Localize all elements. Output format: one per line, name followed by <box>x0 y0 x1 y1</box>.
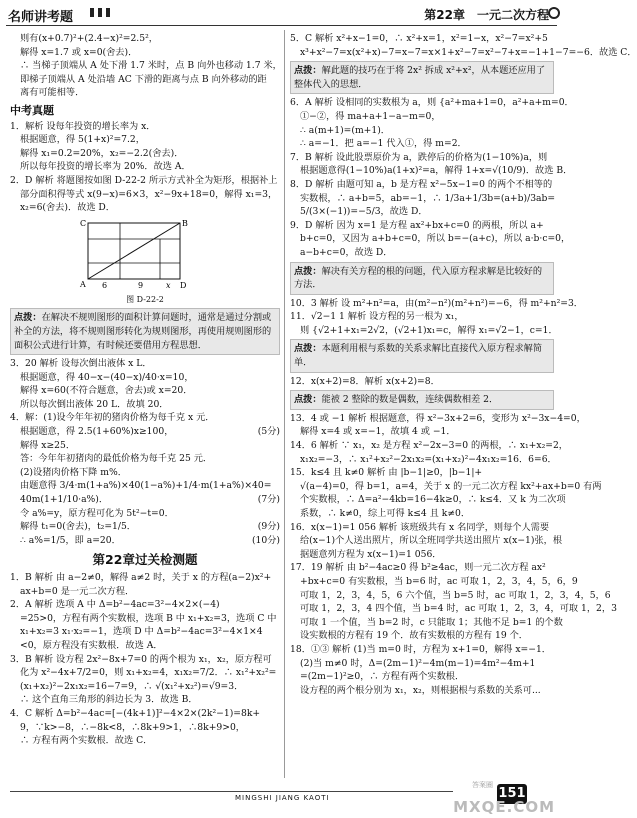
tip-label: 点拨： <box>14 312 42 324</box>
watermark-top: 答案圈 <box>472 781 493 789</box>
tip-label: 点拨： <box>294 394 322 406</box>
section-heading: 中考真题 <box>10 103 54 117</box>
text-line: 解得 x=4 或 x=−1，故填 4 或 −1． <box>300 426 456 438</box>
figure-caption: 图 D-22-2 <box>126 294 164 304</box>
text-line: 解得 x=1.7 或 x=0(舍去)． <box>20 46 138 58</box>
text-line: 则有(x+0.7)²+(2.4−x)²=2.5²， <box>20 33 158 44</box>
column-divider <box>284 30 285 778</box>
tip-box <box>290 61 554 94</box>
text-line: 13．4 或 −1 解析 根据题意，得 x²−3x+2=6，变形为 x²−3x−4=0， <box>290 412 586 424</box>
right-column <box>290 32 637 697</box>
text-line: 40m(1+1/10·a%)． (7分) <box>20 494 280 506</box>
text-line: 10．3 解析 设 m²+n²=a，由(m²−n²)(m²+n²)=−6，得 m²+n²=3． <box>290 297 583 309</box>
tip-text: 解决有关方程的根的问题，代入原方程求解是比较好的方法． <box>294 265 543 291</box>
tip-label: 点拨： <box>294 265 322 277</box>
text-line: 4．解：(1)设今年年初的猪肉价格为每千克 x 元． <box>10 412 215 424</box>
text-line: 根据题意，得 5(1+x)²=7.2， <box>20 134 145 146</box>
chapter-title: 第22章 一元二次方程 <box>424 8 549 22</box>
text-line: 根据题意，得 2.5(1+60%)x≥100， (5分) <box>20 426 280 438</box>
fig-label-x: x <box>166 280 171 290</box>
text-line: 12．x(x+2)=8．解析 x(x+2)=8． <box>290 375 440 387</box>
score-mark: (5分) <box>257 426 280 438</box>
text-line: (x₁+x₂)²−2x₁x₂=16−7=9，∴ √(x₁²+x₂²)=√9=3． <box>20 680 244 692</box>
page-header <box>0 0 563 30</box>
brand-title: 名师讲考题 <box>8 10 74 25</box>
text-line: 可取 1，2，3，4，5，6 六个值，当 b=5 时，ac 可取 1，2，3，4，5，6 <box>300 589 611 601</box>
fig-label-9: 9 <box>138 280 144 290</box>
fig-label-c: C <box>80 218 87 228</box>
fig-label-b: B <box>182 218 188 228</box>
text-line: 4．C 解析 Δ=b²−4ac=[−(4k+1)]²−4×2×(2k²−1)=8k+ <box>10 707 261 719</box>
text-line: 根据题意，得 40−x−(40−x)/40·x=10， <box>20 371 194 383</box>
text-line: 18．①③ 解析 (1)当 m=0 时，方程为 x+1=0，解得 x=−1． <box>290 643 551 655</box>
text-line: 9，∵k>−8，∴−8k<8，∴8k+9>1，∴8k+9>0， <box>20 721 245 733</box>
header-rule <box>6 25 557 26</box>
tip-box <box>290 390 554 410</box>
footer-rule <box>10 791 453 792</box>
brand-decoration <box>90 8 110 17</box>
text-line: 17．19 解析 由 b²−4ac≥0 得 b²≥4ac，则一元二次方程 ax² <box>290 562 546 574</box>
score-mark: (10分) <box>251 534 280 546</box>
text-line: 5/(3×(−1))=−5/3，故选 D． <box>300 206 428 218</box>
text-line: 2．A 解析 选项 A 中 Δ=b²−4ac=3²−4×2×(−4) <box>10 599 220 611</box>
text-line: 解得 x=60(不符合题意，舍去)或 x=20． <box>20 385 193 397</box>
text-line: 可取 1 一个值，当 b=2 时，c 只能取 1；其他不足 b=1 的个数 <box>300 616 563 628</box>
text-line: 所以每年投资的增长率为 20%．故选 A． <box>20 161 191 173</box>
footer-brand: MINGSHI JIANG KAOTI <box>235 794 330 802</box>
text-line: 实数根，∴ a+b=5，ab=−1，∴ 1/3a+1/3b=(a+b)/3ab= <box>300 192 556 204</box>
text-line: a−b+c=0，故选 D． <box>300 246 393 258</box>
tip-text: 能被 2 整除的数是偶数，连续偶数相差 2． <box>321 394 499 406</box>
text-line: x₁x₂=−3，∴ x₁²+x₂²−2x₁x₂=(x₁+x₂)²−4x₁x₂=16．6=6． <box>300 453 557 465</box>
text-line: b+c=0，又因为 a+b+c=0，所以 b=−(a+c)，所以 a·b·c=0， <box>300 233 571 245</box>
tip-box <box>290 339 554 372</box>
text-line: 6．A 解析 设相同的实数根为 a，则 {a²+ma+1=0，a²+a+m=0． <box>290 97 574 109</box>
text-line: 3．B 解析 设方程 2x²−8x+7=0 的两个根为 x₁，x₂，原方程可 <box>10 653 272 665</box>
text-line: x³+x²−7=x(x²+x)−7=x−7=x×1+x²−7=x²−7+x=−1+1−7=−6．故选 C． <box>300 46 637 58</box>
text-line: 根据题意得(1−10%)a(1+x)²=a，解得 1+x=√(10/9)．故选 B． <box>300 165 573 177</box>
text-line: (2)设猪肉价格下降 m%． <box>20 466 127 478</box>
tip-box <box>290 262 554 295</box>
text-line: 11．√2−1 1 解析 设方程的另一根为 x₁， <box>290 311 464 323</box>
text-line: +bx+c=0 有实数根，当 b=6 时，ac 可取 1，2，3，4，5，6，9 <box>300 575 578 587</box>
text-line: 7．B 解析 设此股票原价为 a，跌停后的价格为(1−10%)a，则 <box>290 151 548 163</box>
text-line: ∴ a=−1．把 a=−1 代入①，得 m=2． <box>300 138 467 150</box>
text-line: ∴ 当梯子顶端从 A 处下滑 1.7 米时，点 B 向外也移动 1.7 米， <box>20 60 282 72</box>
text-line: ①−②，得 ma+a+1−a−m=0， <box>300 110 441 122</box>
tip-text: 解此题的技巧在于将 2x² 拆成 x²+x²，从本题还应用了整体代入的思想． <box>294 65 546 90</box>
text-line: 个实数根，∴ Δ=a²−4kb=16−4k≥0，∴ k≤4．又 k 为二次项 <box>300 494 566 506</box>
fig-label-a: A <box>80 279 86 289</box>
text-line: ax+b=0 是一元二次方程． <box>20 585 135 597</box>
fig-label-6: 6 <box>102 280 108 290</box>
score-mark: (9分) <box>257 521 280 533</box>
text-line: (2)当 m≠0 时，Δ=(2m−1)²−4m(m−1)=4m²−4m+1 <box>300 657 536 669</box>
text-line: =25>0，方程有两个实数根，选项 B 中 x₁+x₂=3，选项 C 中 <box>20 612 277 624</box>
figure-d-22-2 <box>80 217 190 291</box>
text-line: 部分面积得等式 x(9−x)=6×3，x²−9x+18=0，解得 x₁=3， <box>20 188 278 200</box>
page-footer <box>0 776 563 818</box>
text-line: 1．B 解析 由 a−2≠0，解得 a≠2 时，关于 x 的方程(a−2)x²+ <box>10 572 272 583</box>
text-line: 解得 t₁=0(舍去)，t₂=1/5． (9分) <box>20 521 280 533</box>
rectangle-diagram <box>80 217 190 291</box>
tip-label: 点拨： <box>294 343 322 355</box>
text-line: ∴ a%=1/5，即 a=20． (10分) <box>20 534 280 546</box>
text-line: 15．k≤4 且 k≠0 解析 由 |b−1|≥0，|b−1|+ <box>290 467 483 479</box>
chapter-test-title: 第22章过关检测题 <box>92 552 198 568</box>
tip-label: 点拨： <box>294 65 322 77</box>
watermark: MXQE.COM <box>453 798 555 816</box>
text-line: 系数，∴ k≠0，综上可得 k≤4 且 k≠0． <box>300 508 471 519</box>
text-line: =(2m−1)²≥0，∴ 方程有两个实数根． <box>300 671 465 683</box>
text-line: 令 a%=y，原方程可化为 5t²−t=0． <box>20 507 174 519</box>
text-line: 8．D 解析 由题可知 a，b 是方程 x²−5x−1=0 的两个不相等的 <box>290 178 553 190</box>
text-line: x₁+x₂=3 x₁·x₂=−1，选项 D 中 Δ=b²−4ac=3²−4×1×4 <box>20 626 263 638</box>
text-line: 9．D 解析 因为 x=1 是方程 ax²+bx+c=0 的两根，所以 a+ <box>290 219 544 231</box>
page-number: 151 <box>497 784 527 804</box>
text-line: 则 {√2+1+x₁=2√2，(√2+1)x₁=c，解得 x₁=√2−1，c=1． <box>300 324 558 336</box>
text-line: 解得 x≥25． <box>20 439 76 451</box>
text-line: 5．C 解析 x²+x−1=0，∴ x²+x=1，x²=1−x，x²−7=x²+5 <box>290 33 548 44</box>
fig-label-d: D <box>180 280 187 290</box>
text-line: 答：今年年初猪肉的最低价格为每千克 25 元． <box>20 453 213 465</box>
text-line: 由题意得 3/4·m(1+a%)×40(1−a%)+1/4·m(1+a%)×40= <box>20 480 272 492</box>
tip-text: 本题利用根与系数的关系求解比直接代入原方程求解简单． <box>294 343 543 369</box>
ring-icon <box>548 7 560 19</box>
left-column <box>10 32 280 748</box>
text-line: 3．20 解析 设每次倒出液体 x L． <box>10 358 152 370</box>
text-line: √(a−4)=0，得 b=1，a=4，关于 x 的一元二次方程 kx²+ax+b=0 有两 <box>300 480 602 492</box>
text-line: 即梯子顶端从 A 处沿墙 AC 下滑的距离与点 B 向外移动的距 <box>20 73 267 85</box>
text-line: 所以每次倒出液体 20 L．故填 20． <box>20 398 169 410</box>
text-line: 可取 1，2，3，4 四个值，当 b=4 时，ac 可取 1，2，3，4，可取 1，2，3 <box>300 603 617 615</box>
text-line: 设实数根的方程有 19 个．故有实数根的方程有 19 个． <box>300 630 528 642</box>
text-line: 离有可能相等． <box>20 87 85 99</box>
text-line: 1．解析 设每年投资的增长率为 x． <box>10 120 156 132</box>
tip-box <box>10 308 280 355</box>
text-line: ∴ 方程有两个实数根．故选 C． <box>20 735 153 747</box>
tip-text: 在解决不规则图形的面积计算问题时，通常是通过分割或补全的方法，将不规则图形转化为规则图形，再使用规则图形的面积公式进行计算，有时候还要借用方程思想． <box>14 312 272 351</box>
text-line: 据题意列方程为 x(x−1)=1 056． <box>300 548 442 560</box>
text-line: 2．D 解析 将题图按如图 D-22-2 所示方式补全为矩形，根据补上 <box>10 174 278 186</box>
text-line: 14．6 解析 ∵ x₁，x₂ 是方程 x²−2x−3=0 的两根，∴ x₁+x₂=2， <box>290 440 568 452</box>
score-mark: (7分) <box>257 494 280 506</box>
text-line: <0，原方程没有实数根．故选 A． <box>20 639 163 651</box>
text-line: ∴ a(m+1)=(m+1)． <box>300 124 390 136</box>
text-line: ∴ 这个直角三角形的斜边长为 3．故选 B． <box>20 694 198 706</box>
text-line: 16．x(x−1)=1 056 解析 该班级共有 x 名同学，则每个人需要 <box>290 521 550 533</box>
text-line: 解得 x₁=0.2=20%，x₂=−2.2(舍去)． <box>20 147 184 159</box>
text-line: x₂=6(舍去)．故选 D． <box>20 202 115 214</box>
text-line: 给(x−1)个人送出照片，所以全班同学共送出照片 x(x−1)张，根 <box>300 535 563 547</box>
text-line: 设方程的两个根分别为 x₁，x₂，则根据根与系数的关系可... <box>300 684 541 696</box>
text-line: 化为 x²−4x+7/2=0，则 x₁+x₂=4，x₁x₂=7/2．∴ x₁²+x₂²= <box>20 667 277 679</box>
